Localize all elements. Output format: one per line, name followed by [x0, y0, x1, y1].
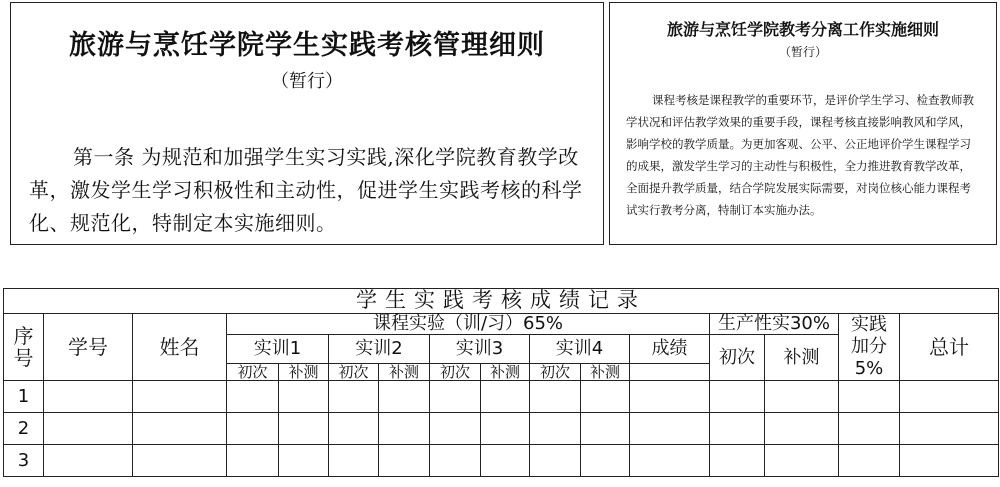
table-cell[interactable]: [765, 381, 839, 413]
header-index: 序号: [4, 314, 44, 381]
header-t3-retest: 补测: [481, 363, 530, 381]
table-cell[interactable]: [329, 381, 379, 413]
header-training-4: 实训4: [530, 334, 630, 363]
table-cell[interactable]: [279, 381, 329, 413]
document-card-exam-separation-rules: [609, 2, 997, 245]
table-cell[interactable]: [227, 413, 279, 445]
table-cell[interactable]: [481, 381, 530, 413]
table-cell[interactable]: [379, 381, 430, 413]
header-student-id: 学号: [44, 314, 133, 381]
row-index: 2: [4, 413, 44, 445]
header-score-blank: [630, 363, 710, 381]
table-cell[interactable]: [44, 381, 133, 413]
header-score: 成绩: [630, 334, 710, 363]
table-cell[interactable]: [581, 381, 630, 413]
table-cell[interactable]: [900, 413, 999, 445]
table-cell[interactable]: [329, 445, 379, 477]
table-row: [4, 413, 999, 445]
table-cell[interactable]: [329, 413, 379, 445]
table-cell[interactable]: [279, 413, 329, 445]
table-cell[interactable]: [630, 381, 710, 413]
document-body: 课程考核是课程教学的重要环节，是评价学生学习、检查教师教学状况和评估教学效果的重要手段，课程考核直接影响教风和学风，影响学校的教学质量。为更加客观、公平、公正地评价学生课程学习的成果，激发学生学习的主动性与积极性，全力推进教育教学改革，全面提升教学质量，结合学院发展实际需要，对岗位核心能力课程考试实行教考分离，特制订本实施办法。: [626, 93, 974, 217]
table-cell[interactable]: [379, 445, 430, 477]
table-cell[interactable]: [44, 413, 133, 445]
table-cell[interactable]: [530, 381, 581, 413]
table-cell[interactable]: [900, 381, 999, 413]
table-cell[interactable]: [581, 445, 630, 477]
header-training-1: 实训1: [227, 334, 329, 363]
header-name: 姓名: [133, 314, 227, 381]
table-cell[interactable]: [481, 413, 530, 445]
table-cell[interactable]: [133, 445, 227, 477]
table-cell[interactable]: [481, 445, 530, 477]
table-cell[interactable]: [710, 413, 765, 445]
table-cell[interactable]: [44, 445, 133, 477]
table-cell[interactable]: [839, 445, 900, 477]
table-cell[interactable]: [839, 413, 900, 445]
header-production-retest: 补测: [765, 334, 839, 380]
table-row: [4, 381, 999, 413]
table-cell[interactable]: [430, 445, 481, 477]
row-index: 1: [4, 381, 44, 413]
table-cell[interactable]: [379, 413, 430, 445]
header-production-group: 生产性实30%: [710, 314, 839, 335]
table-cell[interactable]: [765, 445, 839, 477]
grade-record-table: [3, 288, 999, 477]
table-row: [4, 445, 999, 477]
header-t1-first: 初次: [227, 363, 279, 381]
table-cell[interactable]: [630, 445, 710, 477]
document-title: 旅游与烹饪学院学生实践考核管理细则: [69, 30, 545, 61]
table-cell[interactable]: [227, 445, 279, 477]
table-caption: 学生实践考核成绩记录: [4, 289, 999, 314]
table-cell[interactable]: [133, 413, 227, 445]
header-course-group: 课程实验（训/习）65%: [227, 314, 710, 335]
document-body: 第一条 为规范和加强学生实习实践,深化学院教育教学改革，激发学生学习积极性和主动性，促进学生实践考核的科学化、规范化，特制定本实施细则。: [29, 145, 583, 235]
table-cell[interactable]: [133, 381, 227, 413]
table-cell[interactable]: [227, 381, 279, 413]
document-card-practice-rules: [10, 2, 604, 245]
document-title: 旅游与烹饪学院教考分离工作实施细则: [666, 20, 939, 39]
table-cell[interactable]: [530, 445, 581, 477]
table-cell[interactable]: [900, 445, 999, 477]
document-subtitle: （暂行）: [778, 45, 827, 59]
table-cell[interactable]: [430, 381, 481, 413]
table-cell[interactable]: [430, 413, 481, 445]
header-training-2: 实训2: [329, 334, 430, 363]
header-production-first: 初次: [710, 334, 765, 380]
table-cell[interactable]: [279, 445, 329, 477]
header-t4-first: 初次: [530, 363, 581, 381]
table-cell[interactable]: [630, 413, 710, 445]
header-total: 总计: [900, 314, 999, 381]
header-t2-first: 初次: [329, 363, 379, 381]
header-t1-retest: 补测: [279, 363, 329, 381]
table-cell[interactable]: [765, 413, 839, 445]
header-training-3: 实训3: [430, 334, 530, 363]
table-cell[interactable]: [530, 413, 581, 445]
table-cell[interactable]: [710, 381, 765, 413]
document-subtitle: （暂行）: [271, 71, 343, 92]
header-t2-retest: 补测: [379, 363, 430, 381]
header-t4-retest: 补测: [581, 363, 630, 381]
table-cell[interactable]: [839, 381, 900, 413]
header-t3-first: 初次: [430, 363, 481, 381]
table-cell[interactable]: [581, 413, 630, 445]
header-bonus: 实践加分5%: [839, 314, 900, 381]
table-cell[interactable]: [710, 445, 765, 477]
row-index: 3: [4, 445, 44, 477]
